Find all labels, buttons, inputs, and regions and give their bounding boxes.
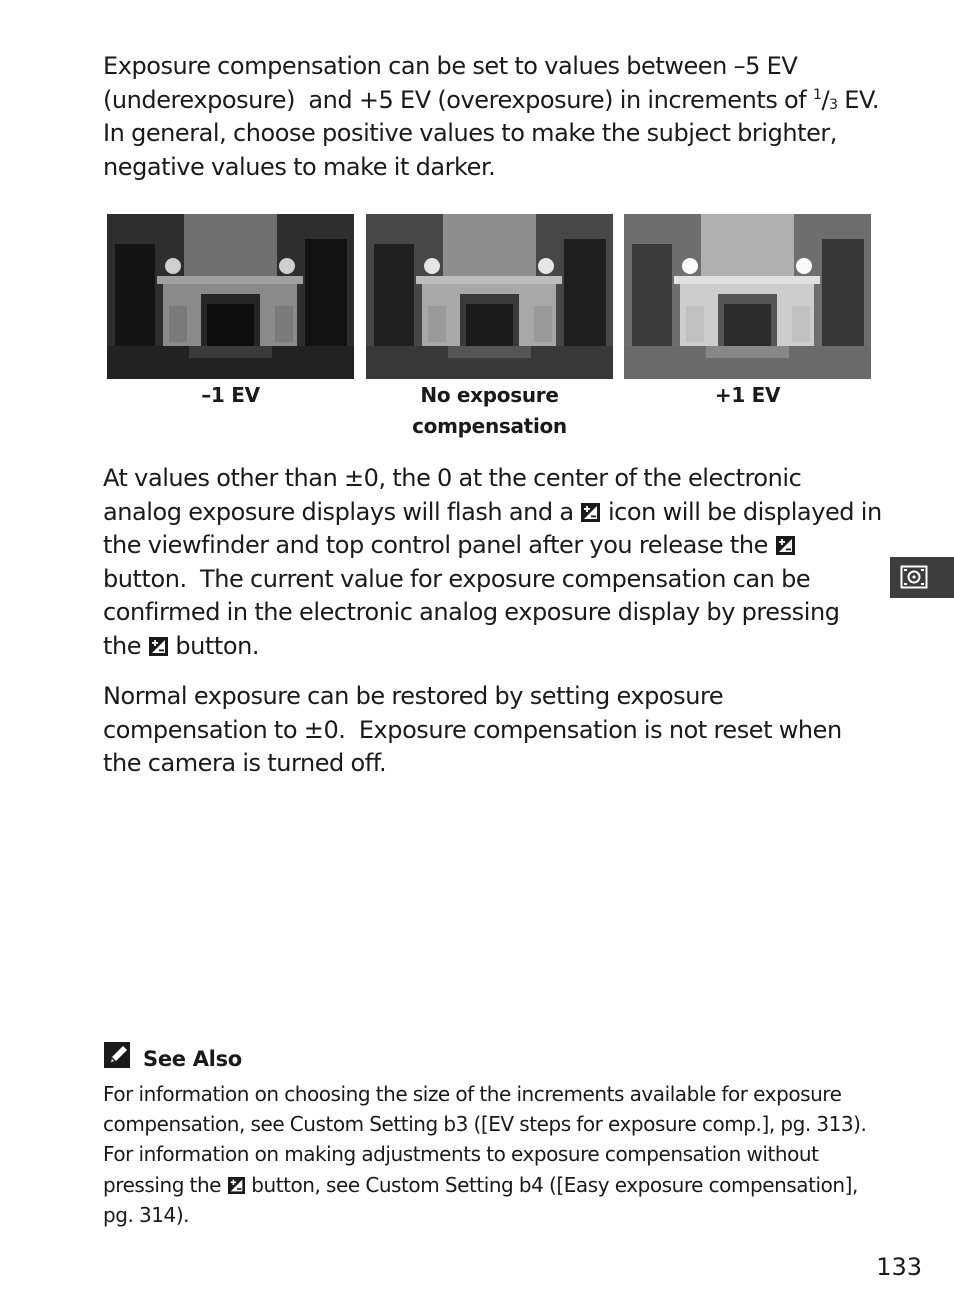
exposure-chapter-tab[interactable] [890, 557, 954, 598]
flash-text-a: At values other than ±0, the 0 at the center of the electronic analog exposure displays will flash and a [103, 464, 802, 526]
flash-text-b: icon will be displayed in the viewfinder and top control panel after you release the [103, 497, 882, 560]
see-also-text-b: button, see Custom Setting b4 ([Easy exposure compensation], pg. 314). [103, 1172, 858, 1227]
photo-plus-1-ev [624, 214, 871, 379]
exposure-compensation-icon [228, 1177, 245, 1194]
page-number: 133 [876, 1253, 922, 1281]
intro-text-b: EV. In general, choose positive values to make the subject brighter, negative values to make it darker. [103, 85, 879, 181]
exposure-compensation-icon [776, 536, 795, 555]
see-also-body [103, 1079, 883, 1230]
caption-minus-1-ev: –1 EV [201, 383, 260, 407]
see-also-text-a: For information on choosing the size of the increments available for exposure compensation, see Custom Setting b3 ([EV steps for exposure comp.], pg. 313). For information on making adjustments to exposure compensation without pressing the [103, 1082, 873, 1197]
caption-no-exposure-compensation: No exposure compensation [412, 383, 567, 438]
photo-minus-1-ev [107, 214, 354, 379]
fraction-numerator: 1 [812, 86, 822, 103]
exposure-meter-tab-icon [900, 565, 930, 590]
intro-paragraph [103, 50, 883, 184]
fraction-denominator: 3 [829, 96, 838, 113]
flash-paragraph [103, 462, 883, 664]
exposure-compensation-icon [581, 503, 600, 522]
pencil-note-icon [104, 1042, 130, 1068]
exposure-compensation-icon [149, 637, 168, 656]
flash-text-c: button. The current value for exposure compensation can be confirmed in the electronic analog exposure display by pressing the [103, 564, 840, 660]
restore-paragraph: Normal exposure can be restored by setting exposure compensation to ±0. Exposure compensation is not reset when the camera is turned off. [103, 682, 842, 778]
intro-text-a: Exposure compensation can be set to values between –5 EV (underexposure) and +5 EV (overexposure) in increments of [103, 52, 813, 114]
flash-text-d: button. [168, 631, 260, 660]
fraction-separator: / [821, 85, 830, 114]
caption-plus-1-ev: +1 EV [714, 383, 781, 407]
see-also-title: See Also [143, 1047, 242, 1071]
photo-no-exposure-compensation [366, 214, 613, 379]
